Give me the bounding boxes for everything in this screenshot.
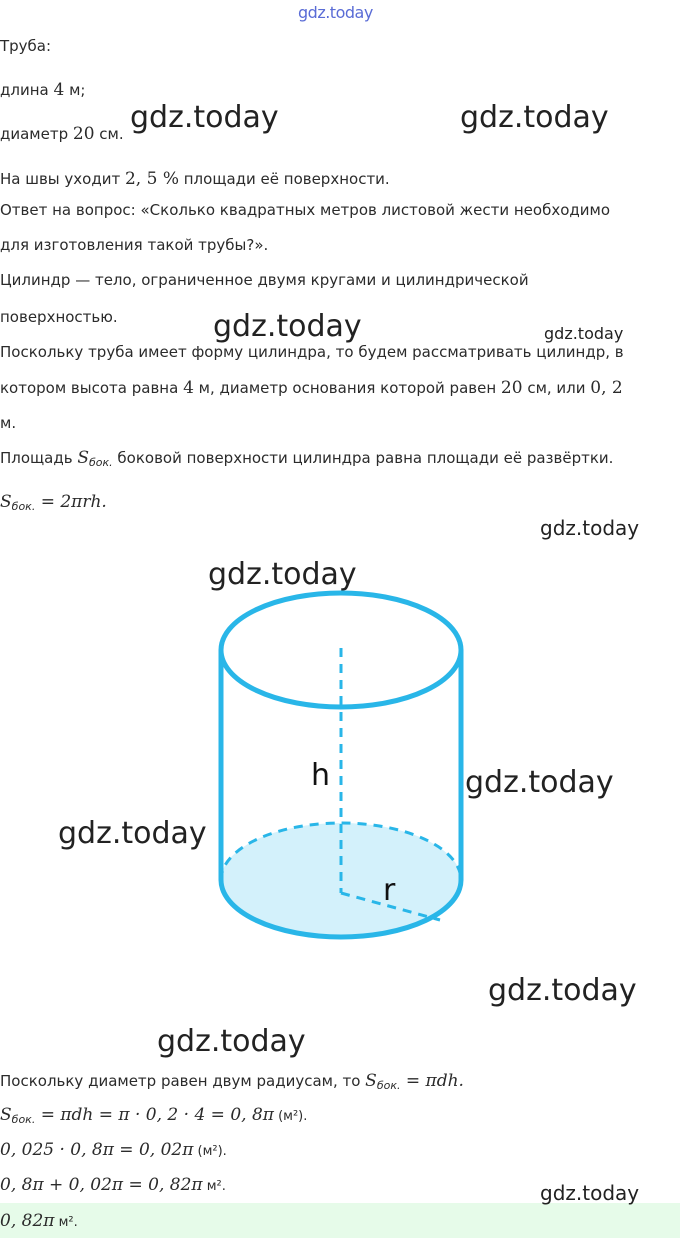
cylinder-figure bbox=[200, 590, 470, 960]
watermark-top: gdz.today bbox=[298, 3, 373, 22]
line-reasoning-3: м. bbox=[0, 414, 17, 432]
line-cylinder-def-2: поверхностью. bbox=[0, 308, 118, 326]
cylinder-shape bbox=[221, 593, 461, 937]
watermark: gdz.today bbox=[488, 973, 637, 1008]
watermark: gdz.today bbox=[130, 100, 279, 135]
watermark: gdz.today bbox=[465, 765, 614, 800]
final-answer: 0, 82π м². bbox=[0, 1211, 78, 1231]
line-reasoning-1: Поскольку труба имеет форму цилиндра, то будем рассматривать цилиндр, в bbox=[0, 343, 624, 361]
radius-label: r bbox=[383, 873, 396, 908]
formula-calc-3: 0, 8π + 0, 02π = 0, 82π м². bbox=[0, 1175, 226, 1195]
watermark: gdz.today bbox=[208, 557, 357, 592]
line-reasoning-2: котором высота равна 4 м, диаметр основания которой равен 20 см, или 0, 2 bbox=[0, 378, 623, 398]
line-question-1: Ответ на вопрос: «Сколько квадратных метров листовой жести необходимо bbox=[0, 201, 611, 219]
answer-highlight bbox=[0, 1203, 680, 1238]
watermark: gdz.today bbox=[157, 1024, 306, 1059]
formula-lateral: $S_{бок.} = 2\pi rh$. bbox=[0, 492, 107, 513]
watermark: gdz.today bbox=[213, 309, 362, 344]
line-lateral-area: Площадь $S_{бок.}$ боковой поверхности цилиндра равна площади её развёртки. bbox=[0, 448, 614, 469]
formula-calc-2: 0, 025 · 0, 8π = 0, 02π (м²). bbox=[0, 1140, 227, 1160]
line-seams: На швы уходит 2, 5 % площади её поверхности. bbox=[0, 169, 390, 189]
watermark: gdz.today bbox=[58, 816, 207, 851]
watermark: gdz.today bbox=[540, 1181, 640, 1205]
line-diameter: диаметр 20 см. bbox=[0, 124, 124, 144]
height-label: h bbox=[311, 758, 331, 793]
watermark: gdz.today bbox=[540, 516, 640, 540]
line-length: длина 4 м; bbox=[0, 80, 86, 100]
line-cylinder-def-1: Цилиндр — тело, ограниченное двумя кругами и цилиндрической bbox=[0, 271, 529, 289]
watermark: gdz.today bbox=[544, 324, 624, 343]
formula-calc-1: $S_{бок.} = \pi dh = \pi \cdot 0$, 2 · 4 = 0, 8π (м²). bbox=[0, 1105, 308, 1126]
line-question-2: для изготовления такой трубы?». bbox=[0, 236, 269, 254]
watermark: gdz.today bbox=[460, 100, 609, 135]
line-pipe-title: Труба: bbox=[0, 37, 52, 55]
line-diameter-note: Поскольку диаметр равен двум радиусам, то $S_{бок.} = \pi dh$. bbox=[0, 1071, 464, 1092]
